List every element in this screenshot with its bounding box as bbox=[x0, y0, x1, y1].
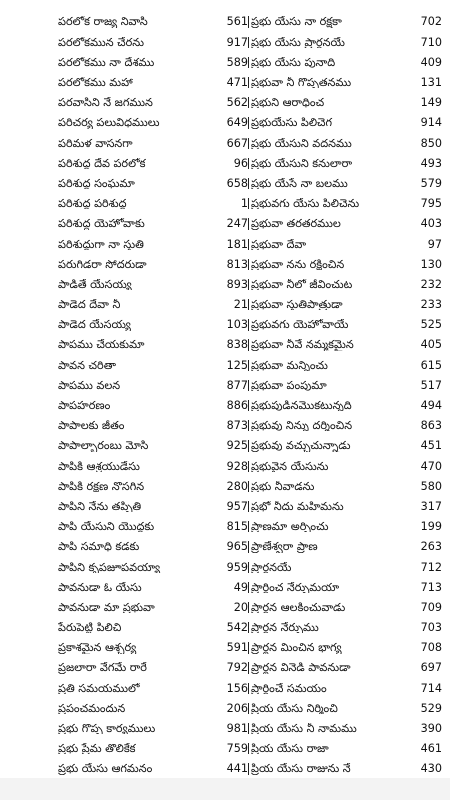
index-entry bbox=[248, 396, 442, 416]
song-number: 914 bbox=[420, 116, 442, 130]
song-number: 403 bbox=[420, 217, 442, 231]
song-number: 709 bbox=[420, 600, 442, 614]
song-number: 714 bbox=[420, 681, 442, 695]
song-title: ప్రభువా పంపుమా bbox=[248, 380, 394, 391]
song-title: ప్రభువా మన్నించు bbox=[248, 360, 394, 371]
song-number: 149 bbox=[420, 96, 442, 110]
index-entry bbox=[58, 315, 248, 335]
index-entry bbox=[248, 174, 442, 194]
song-title: పాపిని నేను తప్పితి bbox=[58, 500, 142, 513]
song-number: 390 bbox=[420, 722, 442, 736]
song-title: పాపహరణం bbox=[58, 400, 111, 412]
index-entry bbox=[58, 254, 248, 274]
song-number: 813 bbox=[226, 257, 248, 271]
song-number: 759 bbox=[226, 742, 248, 756]
song-title: పాపిని కృపజూపవయ్యా bbox=[58, 561, 161, 573]
song-number: 562 bbox=[226, 96, 248, 110]
song-title: పరిశుద్ధ యెహోవాకు bbox=[58, 218, 145, 230]
index-entry bbox=[248, 678, 442, 698]
index-entry bbox=[248, 719, 442, 739]
index-entry bbox=[248, 254, 442, 274]
song-title: పరలోకము నా దేశము bbox=[58, 56, 155, 69]
song-title: పాపికి ఆశ్రయుడేసు bbox=[58, 460, 140, 472]
song-title: ప్రభు యేసు ప్రార్థనయే bbox=[248, 37, 394, 48]
song-number: 493 bbox=[420, 156, 442, 170]
song-number: 959 bbox=[226, 560, 248, 574]
song-number: 580 bbox=[420, 479, 442, 493]
song-number: 181 bbox=[226, 237, 248, 251]
song-number: 893 bbox=[226, 277, 248, 291]
song-title: ప్రార్థన ఆలకించువాడు bbox=[248, 602, 394, 613]
song-number: 199 bbox=[420, 520, 442, 534]
index-entry bbox=[248, 73, 442, 93]
song-number: 850 bbox=[420, 136, 442, 150]
song-title: పాడెద దేవా నీ bbox=[58, 299, 121, 311]
song-title: పాపి సమాధి కడకు bbox=[58, 541, 140, 553]
song-number: 542 bbox=[226, 621, 248, 635]
index-entry bbox=[58, 557, 248, 577]
song-number: 792 bbox=[226, 661, 248, 675]
song-title: ప్రభువా నీలో జీవించుట bbox=[248, 279, 394, 290]
index-entry bbox=[248, 52, 442, 72]
song-title: ప్రభువా నీవే నమ్మకమైన bbox=[248, 339, 394, 350]
song-title: ప్రభు యేసు పునాది bbox=[248, 57, 394, 68]
song-number: 838 bbox=[226, 338, 248, 352]
song-title: ప్రభువు వచ్చుచున్నాడు bbox=[248, 440, 394, 451]
song-title: పరిశుద్ధుగా నా స్తుతి bbox=[58, 238, 144, 250]
song-number: 981 bbox=[226, 722, 248, 736]
song-title: పేరుపెట్టి పిలిచి bbox=[58, 622, 122, 634]
song-title: ప్రభువా స్తుతిపాత్రుడా bbox=[248, 299, 394, 310]
index-entry bbox=[248, 557, 442, 577]
song-number: 713 bbox=[420, 580, 442, 594]
song-title: ప్రజలారా వేగమే రారే bbox=[58, 662, 147, 674]
song-title: ప్రకాశమైన ఆశ్చర్య bbox=[58, 642, 137, 654]
song-number: 103 bbox=[226, 318, 248, 332]
index-entry bbox=[58, 153, 248, 173]
index-entry bbox=[58, 658, 248, 678]
song-title: ప్రభువా నీ గొప్పతనము bbox=[248, 77, 394, 88]
index-entry bbox=[58, 93, 248, 113]
song-title: పరిచర్య పలువిధములు bbox=[58, 117, 160, 129]
index-entry bbox=[58, 719, 248, 739]
index-entry bbox=[248, 497, 442, 517]
index-entry bbox=[248, 698, 442, 718]
page-footer-band bbox=[0, 778, 450, 800]
index-entry bbox=[58, 476, 248, 496]
index-entry bbox=[248, 113, 442, 133]
index-entry bbox=[58, 113, 248, 133]
index-entry bbox=[248, 618, 442, 638]
index-entry bbox=[58, 698, 248, 718]
song-number: 156 bbox=[226, 681, 248, 695]
song-number: 233 bbox=[420, 298, 442, 312]
song-title: పాపాలకు జీతం bbox=[58, 420, 125, 432]
song-title: ప్రభు నీవాడను bbox=[248, 481, 394, 492]
song-title: పావనుడా ఓ యేసు bbox=[58, 581, 142, 593]
song-number: 589 bbox=[226, 55, 248, 69]
song-number: 494 bbox=[420, 399, 442, 413]
index-entry bbox=[58, 597, 248, 617]
index-entry bbox=[248, 12, 442, 32]
song-number: 125 bbox=[226, 358, 248, 372]
song-title: ప్రార్థన వినెడి పావనుడా bbox=[248, 662, 394, 673]
index-entry bbox=[58, 194, 248, 214]
index-entry bbox=[248, 234, 442, 254]
song-number: 928 bbox=[226, 459, 248, 473]
song-title: పాపము వలన bbox=[58, 379, 121, 392]
song-number: 712 bbox=[420, 560, 442, 574]
song-number: 21 bbox=[233, 298, 248, 312]
index-entry bbox=[58, 638, 248, 658]
song-number: 206 bbox=[226, 701, 248, 715]
song-title: ప్రభు గొప్ప కార్యములు bbox=[58, 723, 156, 735]
song-number: 131 bbox=[420, 76, 442, 90]
song-title: ప్రభు యేసుని వదనము bbox=[248, 138, 394, 149]
song-title: ప్రభు యేసు ఆగమనం bbox=[58, 763, 153, 775]
index-entry bbox=[248, 638, 442, 658]
song-number: 710 bbox=[420, 35, 442, 49]
song-number: 965 bbox=[226, 540, 248, 554]
index-entry bbox=[58, 497, 248, 517]
song-number: 873 bbox=[226, 419, 248, 433]
song-title: ప్రార్థన మించిన భాగ్య bbox=[248, 642, 394, 653]
song-title: ప్రభువా తరతరముల bbox=[248, 218, 394, 229]
index-entry bbox=[248, 153, 442, 173]
song-number: 263 bbox=[420, 540, 442, 554]
index-entry bbox=[58, 295, 248, 315]
song-number: 441 bbox=[226, 762, 248, 776]
song-title: పరిశుద్ధ పరిశుద్ధ bbox=[58, 198, 127, 210]
song-number: 517 bbox=[420, 378, 442, 392]
index-entry bbox=[58, 335, 248, 355]
song-title: ప్రభువగు యెహోవాయే bbox=[248, 319, 394, 330]
song-title: ప్రియ యేసు రాజును నే bbox=[248, 763, 394, 774]
song-number: 815 bbox=[226, 520, 248, 534]
song-title: పాపి యేసుని యొద్దకు bbox=[58, 521, 155, 533]
song-number: 461 bbox=[420, 742, 442, 756]
song-title: ప్రభువా దేవా bbox=[248, 239, 394, 250]
song-title: ప్రభు ప్రేమ తొలికేక bbox=[58, 743, 136, 755]
index-entry bbox=[248, 476, 442, 496]
song-number: 667 bbox=[226, 136, 248, 150]
song-number: 886 bbox=[226, 399, 248, 413]
index-entry bbox=[248, 214, 442, 234]
song-title: ప్రియ యేసు నీ నామము bbox=[248, 723, 394, 734]
song-title: ప్రభో నీదు మహిమను bbox=[248, 501, 394, 512]
song-title: ప్రియ యేసు రాజా bbox=[248, 743, 394, 754]
song-number: 697 bbox=[420, 661, 442, 675]
index-column-left bbox=[58, 12, 248, 799]
song-number: 49 bbox=[233, 580, 248, 594]
index-entry bbox=[248, 517, 442, 537]
song-title: ప్రాణమా అర్పించు bbox=[248, 521, 394, 532]
song-title: ప్రభు యేసుని కనులారా bbox=[248, 158, 394, 169]
index-entry bbox=[58, 12, 248, 32]
song-number: 615 bbox=[420, 358, 442, 372]
index-entry bbox=[248, 375, 442, 395]
song-title: పరుగిడరా సోదరుడా bbox=[58, 258, 147, 270]
index-entry bbox=[248, 759, 442, 779]
index-entry bbox=[248, 739, 442, 759]
index-entry bbox=[58, 32, 248, 52]
index-entry bbox=[248, 32, 442, 52]
index-entry bbox=[58, 517, 248, 537]
index-entry bbox=[248, 456, 442, 476]
index-entry bbox=[248, 93, 442, 113]
song-number: 925 bbox=[226, 439, 248, 453]
song-title: ప్రార్థించే సమయం bbox=[248, 683, 394, 694]
index-entry bbox=[58, 618, 248, 638]
song-number: 96 bbox=[233, 156, 248, 170]
index-entry bbox=[58, 174, 248, 194]
song-title: పాడెద యేసయ్య bbox=[58, 319, 131, 331]
song-number: 1 bbox=[240, 197, 248, 211]
index-entry bbox=[248, 436, 442, 456]
song-title: ప్రార్థన నేర్పుము bbox=[248, 622, 394, 633]
song-number: 863 bbox=[420, 419, 442, 433]
index-entry bbox=[58, 678, 248, 698]
index-entry bbox=[58, 375, 248, 395]
index-entry bbox=[58, 133, 248, 153]
index-entry bbox=[248, 274, 442, 294]
song-title: పరవాసిని నే జగమున bbox=[58, 97, 153, 109]
song-title: ప్రభుయేసు పిలిచెగ bbox=[248, 117, 394, 128]
song-title: ప్రాణేశ్వరా ప్రాణ bbox=[248, 541, 394, 552]
song-title: ప్రపంచమందున bbox=[58, 702, 126, 715]
index-entry bbox=[58, 274, 248, 294]
song-number: 20 bbox=[233, 600, 248, 614]
song-title: ప్రభుని ఆరాధించ bbox=[248, 97, 394, 108]
song-title: ప్రభువైన యేసును bbox=[248, 461, 394, 472]
index-entry bbox=[248, 194, 442, 214]
song-number: 405 bbox=[420, 338, 442, 352]
song-number: 591 bbox=[226, 641, 248, 655]
song-title: పాపికి రక్షణ నొసగిన bbox=[58, 480, 145, 492]
song-number: 470 bbox=[420, 459, 442, 473]
index-entry bbox=[248, 295, 442, 315]
index-entry bbox=[58, 739, 248, 759]
index-entry bbox=[58, 234, 248, 254]
song-title: పరిశుద్ధ సంఘమా bbox=[58, 177, 135, 190]
index-entry bbox=[58, 73, 248, 93]
song-number: 409 bbox=[420, 55, 442, 69]
song-number: 702 bbox=[420, 15, 442, 29]
song-title: పాపము చేయకుమా bbox=[58, 339, 145, 351]
song-title: పరిశుద్ధ దేవ పరలోక bbox=[58, 157, 146, 169]
song-number: 317 bbox=[420, 499, 442, 513]
song-title: ప్రతి సమయములో bbox=[58, 682, 140, 694]
song-number: 561 bbox=[226, 15, 248, 29]
song-number: 957 bbox=[226, 499, 248, 513]
song-number: 877 bbox=[226, 378, 248, 392]
index-entry bbox=[58, 456, 248, 476]
song-number: 795 bbox=[420, 197, 442, 211]
song-number: 97 bbox=[427, 237, 442, 251]
index-entry bbox=[248, 416, 442, 436]
index-entry bbox=[248, 597, 442, 617]
song-title: ప్రభు యేసు నా రక్షకా bbox=[248, 16, 394, 27]
song-number: 232 bbox=[420, 277, 442, 291]
index-entry bbox=[58, 436, 248, 456]
song-number: 658 bbox=[226, 176, 248, 190]
index-entry bbox=[248, 335, 442, 355]
index-entry bbox=[58, 396, 248, 416]
index-entry bbox=[58, 577, 248, 597]
song-number: 451 bbox=[420, 439, 442, 453]
song-title: ప్రభు యేసే నా బలము bbox=[248, 178, 394, 189]
song-title: ప్రార్థనయే bbox=[248, 562, 394, 573]
song-title: పాపాల్భారంబు మోసి bbox=[58, 440, 149, 452]
index-entry bbox=[58, 355, 248, 375]
song-number: 529 bbox=[420, 701, 442, 715]
song-title: ప్రభుపుడినమొకటున్నది bbox=[248, 400, 394, 411]
index-entry bbox=[58, 52, 248, 72]
index-entry bbox=[248, 315, 442, 335]
index-entry bbox=[248, 133, 442, 153]
song-title: పరలోకమున చేరను bbox=[58, 36, 144, 48]
index-entry bbox=[248, 577, 442, 597]
song-title: పరిమళ వాసనగా bbox=[58, 137, 133, 149]
song-title: ప్రార్థించ నేర్పుమయా bbox=[248, 582, 394, 593]
index-entry bbox=[248, 537, 442, 557]
song-title: పావన చరితా bbox=[58, 359, 116, 371]
song-title: పాడితే యేసయ్య bbox=[58, 278, 132, 291]
song-title: ప్రభువు నిన్ను దర్శించిన bbox=[248, 420, 394, 431]
index-column-right bbox=[248, 12, 442, 799]
song-number: 917 bbox=[226, 35, 248, 49]
song-number: 130 bbox=[420, 257, 442, 271]
song-title: పరలోకము మహా bbox=[58, 77, 133, 89]
song-title: ప్రభువా నను రక్షించిన bbox=[248, 259, 394, 270]
song-number: 430 bbox=[420, 762, 442, 776]
song-number: 649 bbox=[226, 116, 248, 130]
song-title: పావనుడా మా ప్రభువా bbox=[58, 601, 155, 614]
index-entry bbox=[58, 537, 248, 557]
song-number: 247 bbox=[226, 217, 248, 231]
song-title: ప్రియ యేసు నిర్మించి bbox=[248, 703, 394, 714]
song-number: 280 bbox=[226, 479, 248, 493]
index-entry bbox=[248, 355, 442, 375]
song-number: 525 bbox=[420, 318, 442, 332]
song-title: ప్రభువగు యేసు పిలిచెను bbox=[248, 198, 394, 209]
song-number: 579 bbox=[420, 176, 442, 190]
index-entry bbox=[58, 416, 248, 436]
song-number: 471 bbox=[226, 76, 248, 90]
index-entry bbox=[58, 214, 248, 234]
index-entry bbox=[248, 658, 442, 678]
song-title: పరలోక రాజ్య నివాసి bbox=[58, 16, 148, 28]
index-entry bbox=[58, 759, 248, 779]
song-number: 708 bbox=[420, 641, 442, 655]
song-number: 703 bbox=[420, 621, 442, 635]
